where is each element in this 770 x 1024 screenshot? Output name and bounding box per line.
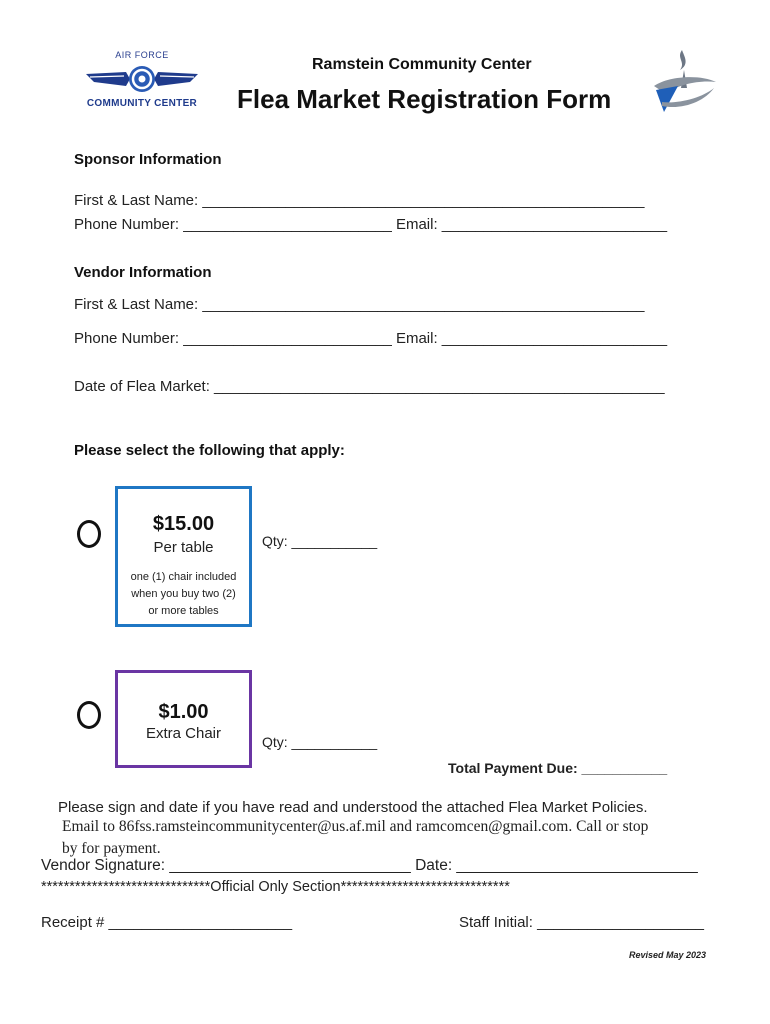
total-payment-field[interactable]: Total Payment Due: ___________ [448, 760, 668, 776]
table-note-line-1: one (1) chair included [130, 571, 237, 583]
table-option-radio[interactable] [77, 520, 101, 548]
table-price-box [115, 486, 252, 627]
logo-bottom-text: COMMUNITY CENTER [86, 98, 198, 109]
table-note-line-3: or more tables [148, 605, 219, 617]
email-instruction-line-1: Email to 86fss.ramsteincommunitycenter@us.af.mil and ramcomcen@gmail.com. Call or stop [62, 818, 649, 835]
table-price: $15.00 [152, 513, 215, 535]
sponsor-phone-email-field[interactable]: Phone Number: _________________________ Email: ___________________________ [74, 216, 668, 233]
form-title: Flea Market Registration Form [237, 84, 612, 114]
select-heading: Please select the following that apply: [74, 442, 345, 459]
center-name: Ramstein Community Center [312, 56, 532, 73]
vendor-phone-email-field[interactable]: Phone Number: _________________________ Email: ___________________________ [74, 330, 668, 347]
receipt-number-field[interactable]: Receipt # ______________________ [41, 914, 293, 931]
email-instruction-line-2: by for payment. [62, 840, 161, 857]
vendor-signature-date-field[interactable]: Vendor Signature: ____________________________ Date: ____________________________ [41, 857, 698, 874]
logo-top-text: AIR FORCE [115, 50, 169, 60]
flea-market-date-field[interactable]: Date of Flea Market: ______________________________________________________ [74, 378, 665, 395]
table-unit: Per table [153, 539, 214, 556]
chair-qty-field[interactable]: Qty: ___________ [262, 734, 378, 750]
sign-instruction: Please sign and date if you have read and understood the attached Flea Market Policies. [58, 799, 648, 816]
table-qty-field[interactable]: Qty: ___________ [262, 533, 378, 549]
revision-note: Revised May 2023 [629, 950, 707, 960]
chair-option-radio[interactable] [77, 701, 101, 729]
air-force-community-center-logo [82, 48, 202, 112]
table-note-line-2: when you buy two (2) [131, 588, 236, 600]
torch-swoosh-logo-icon [648, 46, 720, 118]
vendor-heading: Vendor Information [74, 264, 212, 281]
air-force-wings-logo-icon [82, 60, 202, 98]
sponsor-name-field[interactable]: First & Last Name: _____________________________________________________ [74, 192, 645, 209]
sponsor-heading: Sponsor Information [74, 151, 222, 168]
chair-price: $1.00 [158, 701, 209, 723]
chair-unit: Extra Chair [145, 725, 222, 742]
staff-initial-field[interactable]: Staff Initial: ____________________ [459, 914, 704, 931]
vendor-name-field[interactable]: First & Last Name: _____________________________________________________ [74, 296, 645, 313]
official-only-section-divider: ******************************Official Only Section****************************** [41, 879, 510, 895]
chair-price-box [115, 670, 252, 768]
